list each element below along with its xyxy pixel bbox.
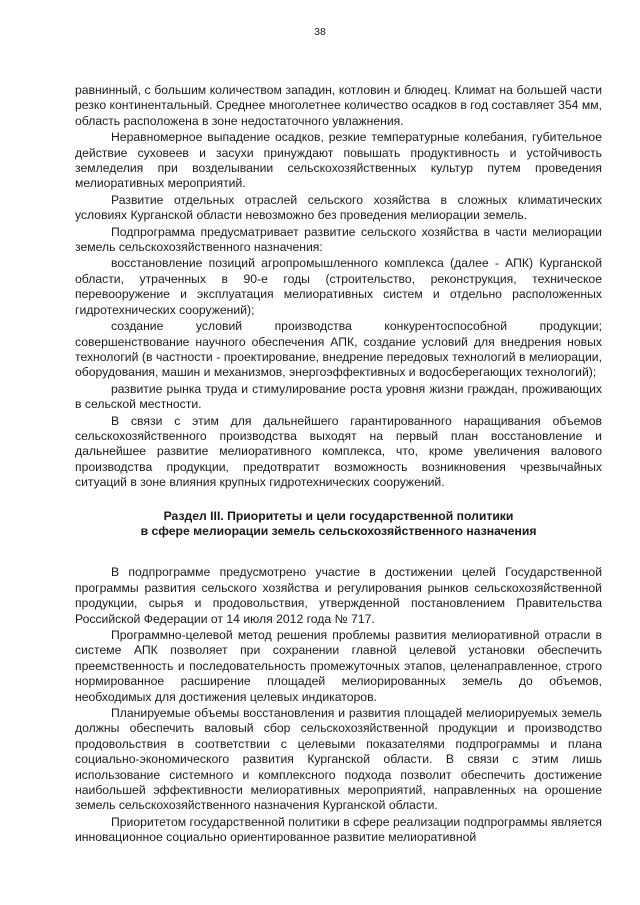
paragraph: восстановление позиций агропромышленного комплекса (далее - АПК) Курганской области, утраченных в 90-е годы (строительство, реконструкция, техническое перевооружение и эксплуатация мелиоративных систем и отдельно расположенных гидротехнических сооружений); xyxy=(75,256,602,317)
paragraph: Развитие отдельных отраслей сельского хозяйства в сложных климатических условиях Курганской области невозможно без проведения мелиорации земель. xyxy=(75,192,602,223)
paragraph: создание условий производства конкурентоспособной продукции; совершенствование научного обеспечения АПК, создание условий для внедрения новых технологий (в частности - проектирование, внедрение передовых технологий в мелиорации, оборудования, машин и механизмов, энергоэффективных и водосберегающих технологий); xyxy=(75,319,602,380)
paragraph: Программно-целевой метод решения проблемы развития мелиоративной отрасли в системе АПК позволяет при сохранении главной целевой установки обеспечить преемственность и последовательность промежуточных этапов, целенаправленное, строго нормированное расширение площадей мелиорированных земель до объемов, необходимых для достижения целевых индикаторов. xyxy=(75,628,602,704)
paragraph: Подпрограмма предусматривает развитие сельского хозяйства в части мелиорации земель сельскохозяйственного назначения: xyxy=(75,224,602,255)
paragraph: развитие рынка труда и стимулирование роста уровня жизни граждан, проживающих в сельской местности. xyxy=(75,381,602,412)
section-heading-line-1: Раздел III. Приоритеты и цели государственной политики xyxy=(163,508,514,523)
paragraph: В связи с этим для дальнейшего гарантированного наращивания объемов сельскохозяйственного производства выходят на первый план восстановление и дальнейшее развитие мелиоративного комплекса, что, кроме увеличения валового производства продукции, предотвратит возможность возникновения чрезвычайных ситуаций в зоне влияния крупных гидротехнических сооружений. xyxy=(75,413,602,490)
paragraph: равнинный, с большим количеством западин, котловин и блюдец. Климат на большей части резко континентальный. Среднее многолетнее количество осадков в год составляет 354 мм, область расположена в зоне недостаточного увлажнения. xyxy=(75,83,602,128)
section-heading-line-2: в сфере мелиорации земель сельскохозяйственного назначения xyxy=(140,523,537,538)
document-body xyxy=(75,83,602,847)
paragraph: В подпрограмме предусмотрено участие в достижении целей Государственной программы развития сельского хозяйства и регулирования рынков сельскохозяйственной продукции, сырья и продовольствия, утвержденной постановлением Правительства Российской Федерации от 14 июля 2012 года № 717. xyxy=(75,565,602,626)
paragraph: Приоритетом государственной политики в сфере реализации подпрограммы является инновационное социально ориентированное развитие мелиоративной xyxy=(75,814,602,845)
paragraph: Неравномерное выпадение осадков, резкие температурные колебания, губительное действие суховеев и засухи принуждают повышать продуктивность и устойчивость земледелия при возделывании сельскохозяйственных культур путем проведения мелиоративных мероприятий. xyxy=(75,130,602,191)
section-heading xyxy=(75,509,602,540)
page-number: 38 xyxy=(314,26,326,38)
paragraph: Планируемые объемы восстановления и развития площадей мелиорируемых земель должны обеспечить валовый сбор сельскохозяйственной продукции и производство продовольствия в соответствии с целевыми показателями подпрограммы и плана социально-экономического развития Курганской области. В связи с этим лишь использование системного и комплексного подхода позволит обеспечить достижение наибольшей эффективности мелиоративных мероприятий, направленных на орошение земель сельскохозяйственного назначения Курганской области. xyxy=(75,706,602,813)
